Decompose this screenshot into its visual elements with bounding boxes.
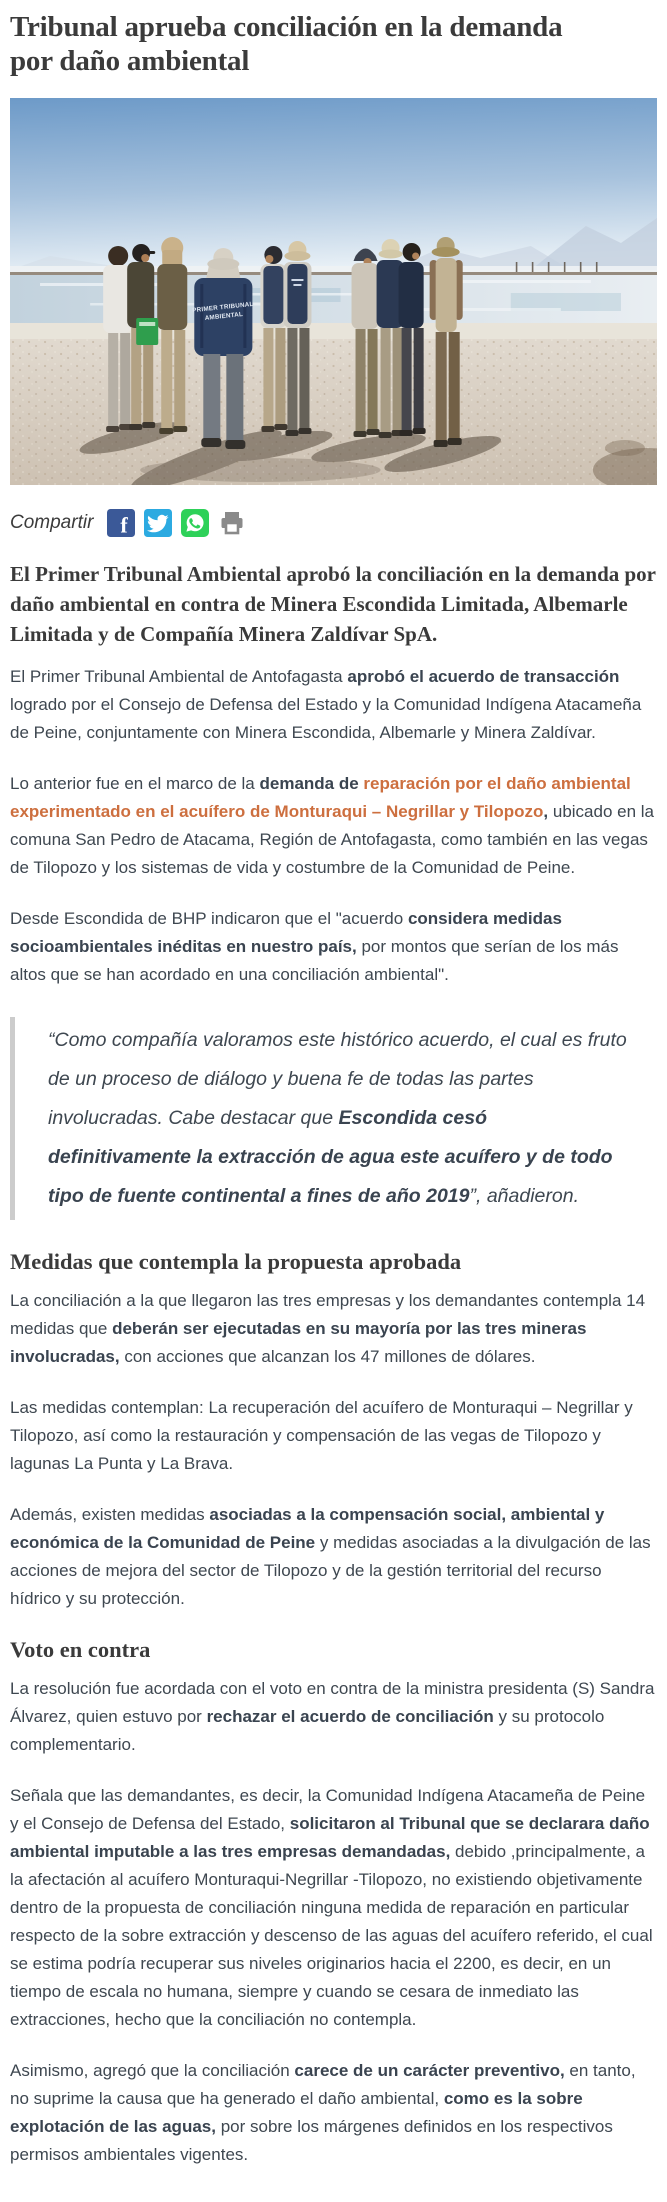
print-icon[interactable] <box>218 509 246 537</box>
text-segment: Desde Escondida de BHP indicaron que el "acuerdo <box>10 909 408 928</box>
text-segment: y medidas asociadas a la divulgación de las acciones de mejora del sector de Tilopozo y de la gestión territorial del recurso hídrico y su protección. <box>10 1533 651 1608</box>
svg-text:f: f <box>120 512 129 537</box>
pull-quote <box>10 1017 657 1220</box>
green-folder <box>136 318 158 345</box>
text-segment: ubicado en la comuna San Pedro de Atacama, Región de Antofagasta, como también en las vegas de Tilopozo y los sistemas de vida y costumbre de la Comunidad de Peine. <box>10 802 655 877</box>
bold-segment: , <box>543 802 549 821</box>
bold-segment: considera medidas socioambientales inéditas en nuestro país, <box>10 909 562 956</box>
person <box>283 241 311 436</box>
text-segment: con acciones que alcanzan los 47 millones de dólares. <box>119 1347 536 1366</box>
bold-segment: como es la sobre explotación de las aguas, <box>10 2089 583 2136</box>
bold-segment: asociadas a la compensación social, ambiental y económica de la Comunidad de Peine <box>10 1505 605 1552</box>
person <box>352 249 380 438</box>
text-segment: debido ,principalmente, a la afectación al acuífero Monturaqui-Negrillar -Tilopozo, no existiendo objetivamente dentro de la propuesta de conciliación ninguna medida de reparación en particular respecto de la sobre extracción y descenso de las aguas del acuífero referido, el cual se estima podría recuperar sus niveles originarios hacia el 2200, es decir, en un tiempo de escala no humana, siempre y cuando se cesara de inmediato las extracciones, hecho que la conciliación no contempla. <box>10 1842 653 2029</box>
twitter-share-icon[interactable] <box>144 509 172 537</box>
vest-text-line1: PRIMER TRIBUNAL <box>192 300 254 315</box>
text-segment: Asimismo, agregó que la conciliación <box>10 2061 295 2080</box>
lead-paragraph: El Primer Tribunal Ambiental aprobó la conciliación en la demanda por daño ambiental en contra de Minera Escondida Limitada, Albemarle Limitada y de Compañía Minera Zaldívar SpA. <box>10 562 656 646</box>
paragraph <box>10 1394 657 1478</box>
whatsapp-share-icon[interactable] <box>181 509 209 537</box>
person <box>157 237 187 434</box>
bold-segment: aprobó el acuerdo de transacción <box>347 667 620 686</box>
paragraph <box>10 1675 657 1759</box>
text-segment: ”, añadieron. <box>469 1185 579 1207</box>
bold-segment: Escondida cesó definitivamente la extracción de agua este acuífero y de todo tipo de fuente continental a fines de año 2019 <box>48 1107 613 1207</box>
text-segment: y su protocolo complementario. <box>10 1707 605 1754</box>
bold-segment: carece de un carácter preventivo, <box>294 2061 565 2080</box>
paragraph <box>10 1501 657 1613</box>
paragraph <box>10 2057 657 2169</box>
bold-segment: solicitaron al Tribunal que se declarara daño ambiental imputable a las tres empresas demandadas, <box>10 1814 650 1861</box>
page-title: Tribunal aprueba conciliación en la demanda por daño ambiental <box>10 11 563 77</box>
bold-segment: rechazar el acuerdo de conciliación <box>206 1707 494 1726</box>
text-segment: Además, existen medidas <box>10 1505 210 1524</box>
article-inline-link[interactable]: reparación por el daño ambiental experimentado en el acuífero de Monturaqui – Negrillar y Tilopozo <box>10 774 631 821</box>
photo-scene <box>10 98 657 485</box>
section-heading-measures: Medidas que contempla la propuesta aprobada <box>10 1249 462 1274</box>
paragraph <box>10 770 657 882</box>
text-segment: El Primer Tribunal Ambiental de Antofagasta <box>10 667 348 686</box>
paragraph <box>10 663 657 747</box>
facebook-share-icon[interactable] <box>107 509 135 537</box>
text-segment: “Como compañía valoramos este histórico acuerdo, el cual es fruto de un proceso de diálogo y buena fe de todas las partes involucradas. Cabe destacar que <box>48 1029 627 1129</box>
vest-text-line2: AMBIENTAL <box>204 310 244 322</box>
text-segment: por sobre los márgenes definidos en los respectivos permisos ambientales vigentes. <box>10 2117 613 2164</box>
share-row <box>10 509 657 537</box>
text-segment: en tanto, no suprime la causa que ha generado el daño ambiental, <box>10 2061 636 2108</box>
section-heading-vote: Voto en contra <box>10 1637 151 1662</box>
share-label: Compartir <box>10 512 94 533</box>
paragraph <box>10 1287 657 1371</box>
text-segment: por montos que serían de los más altos que se han acordado en una conciliación ambiental". <box>10 937 619 984</box>
text-segment: La conciliación a la que llegaron las tres empresas y los demandantes contempla 14 medidas que <box>10 1291 646 1338</box>
bold-segment: demanda de <box>259 774 364 793</box>
text-segment: Las medidas contemplan: La recuperación del acuífero de Monturaqui – Negrillar y Tilopozo, así como la restauración y compensación de las vegas de Tilopozo y lagunas La Punta y La Brava. <box>10 1398 633 1473</box>
paragraph <box>10 905 657 989</box>
bold-segment: deberán ser ejecutadas en su mayoría por las tres mineras involucradas, <box>10 1319 587 1366</box>
text-segment: Señala que las demandantes, es decir, la Comunidad Indígena Atacameña de Peine y el Consejo de Defensa del Estado, <box>10 1786 646 1833</box>
article-photo <box>10 98 657 485</box>
text-segment: logrado por el Consejo de Defensa del Estado y la Comunidad Indígena Atacameña de Peine, conjuntamente con Minera Escondida, Albemarle y Minera Zaldívar. <box>10 695 642 742</box>
text-segment: Lo anterior fue en el marco de la <box>10 774 260 793</box>
text-segment: La resolución fue acordada con el voto en contra de la ministra presidenta (S) Sandra Álvarez, quien estuvo por <box>10 1679 655 1726</box>
paragraph <box>10 1782 657 2034</box>
